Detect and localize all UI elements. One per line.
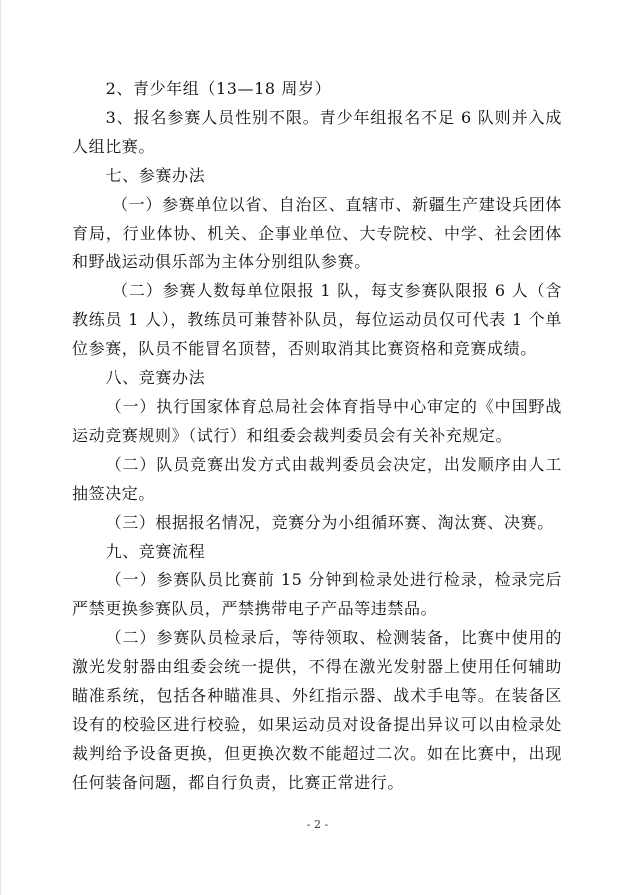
list-item-youth-group: 2、青少年组（13—18 周岁） [105, 79, 332, 98]
section-heading-participation: 七、参赛办法 [105, 165, 206, 185]
section-heading-procedure: 九、竞赛流程 [105, 541, 206, 561]
paragraph-start-order: （二）队员竞赛出发方式由裁判委员会决定，出发顺序由人工抽签决定。 [72, 454, 562, 503]
paragraph-participating-units: （一）参赛单位以省、自治区、直辖市、新疆生产建设兵团体育局，行业体协、机关、企事业单位、大专院校、中学、社会团体和野战运动俱乐部为主体分别组队参赛。 [72, 194, 562, 272]
section-heading-competition-method: 八、竞赛办法 [105, 368, 206, 388]
paragraph-equipment: （二）参赛队员检录后，等待领取、检测装备，比赛中使用的激光发射器由组委会统一提供，不得在激光发射器上使用任何辅助瞄准系统，包括各种瞄准具、外红指示器、战术手电等。在装备区设有的校验区进行校验，如果运动员对设备提出异议可以由检录处裁判给予设备更换，但更换次数不能超过二次。如在比赛中，出现任何装备问题，都自行负责，比赛正常进行。 [72, 628, 562, 792]
paragraph-competition-format: （三）根据报名情况，竞赛分为小组循环赛、淘汰赛、决赛。 [105, 512, 554, 532]
paragraph-rules: （一）执行国家体育总局社会体育指导中心审定的《中国野战运动竞赛规则》（试行）和组委会裁判委员会有关补充规定。 [72, 396, 562, 445]
document-body [72, 75, 562, 798]
page-number: - 2 - [306, 818, 329, 831]
paragraph-team-size: （二）参赛人数每单位限报 1 队，每支参赛队限报 6 人（含教练员 1 人），教练员可兼替补队员，每位运动员仅可代表 1 个单位参赛，队员不能冒名顶替，否则取消其比赛资格和竞赛成绩。 [72, 281, 562, 359]
paragraph-check-in: （一）参赛队员比赛前 15 分钟到检录处进行检录，检录完后严禁更换参赛队员，严禁携带电子产品等违禁品。 [72, 570, 562, 619]
paragraph-gender-rule: 3、报名参赛人员性别不限。青少年组报名不足 6 队则并入成人组比赛。 [72, 107, 562, 156]
